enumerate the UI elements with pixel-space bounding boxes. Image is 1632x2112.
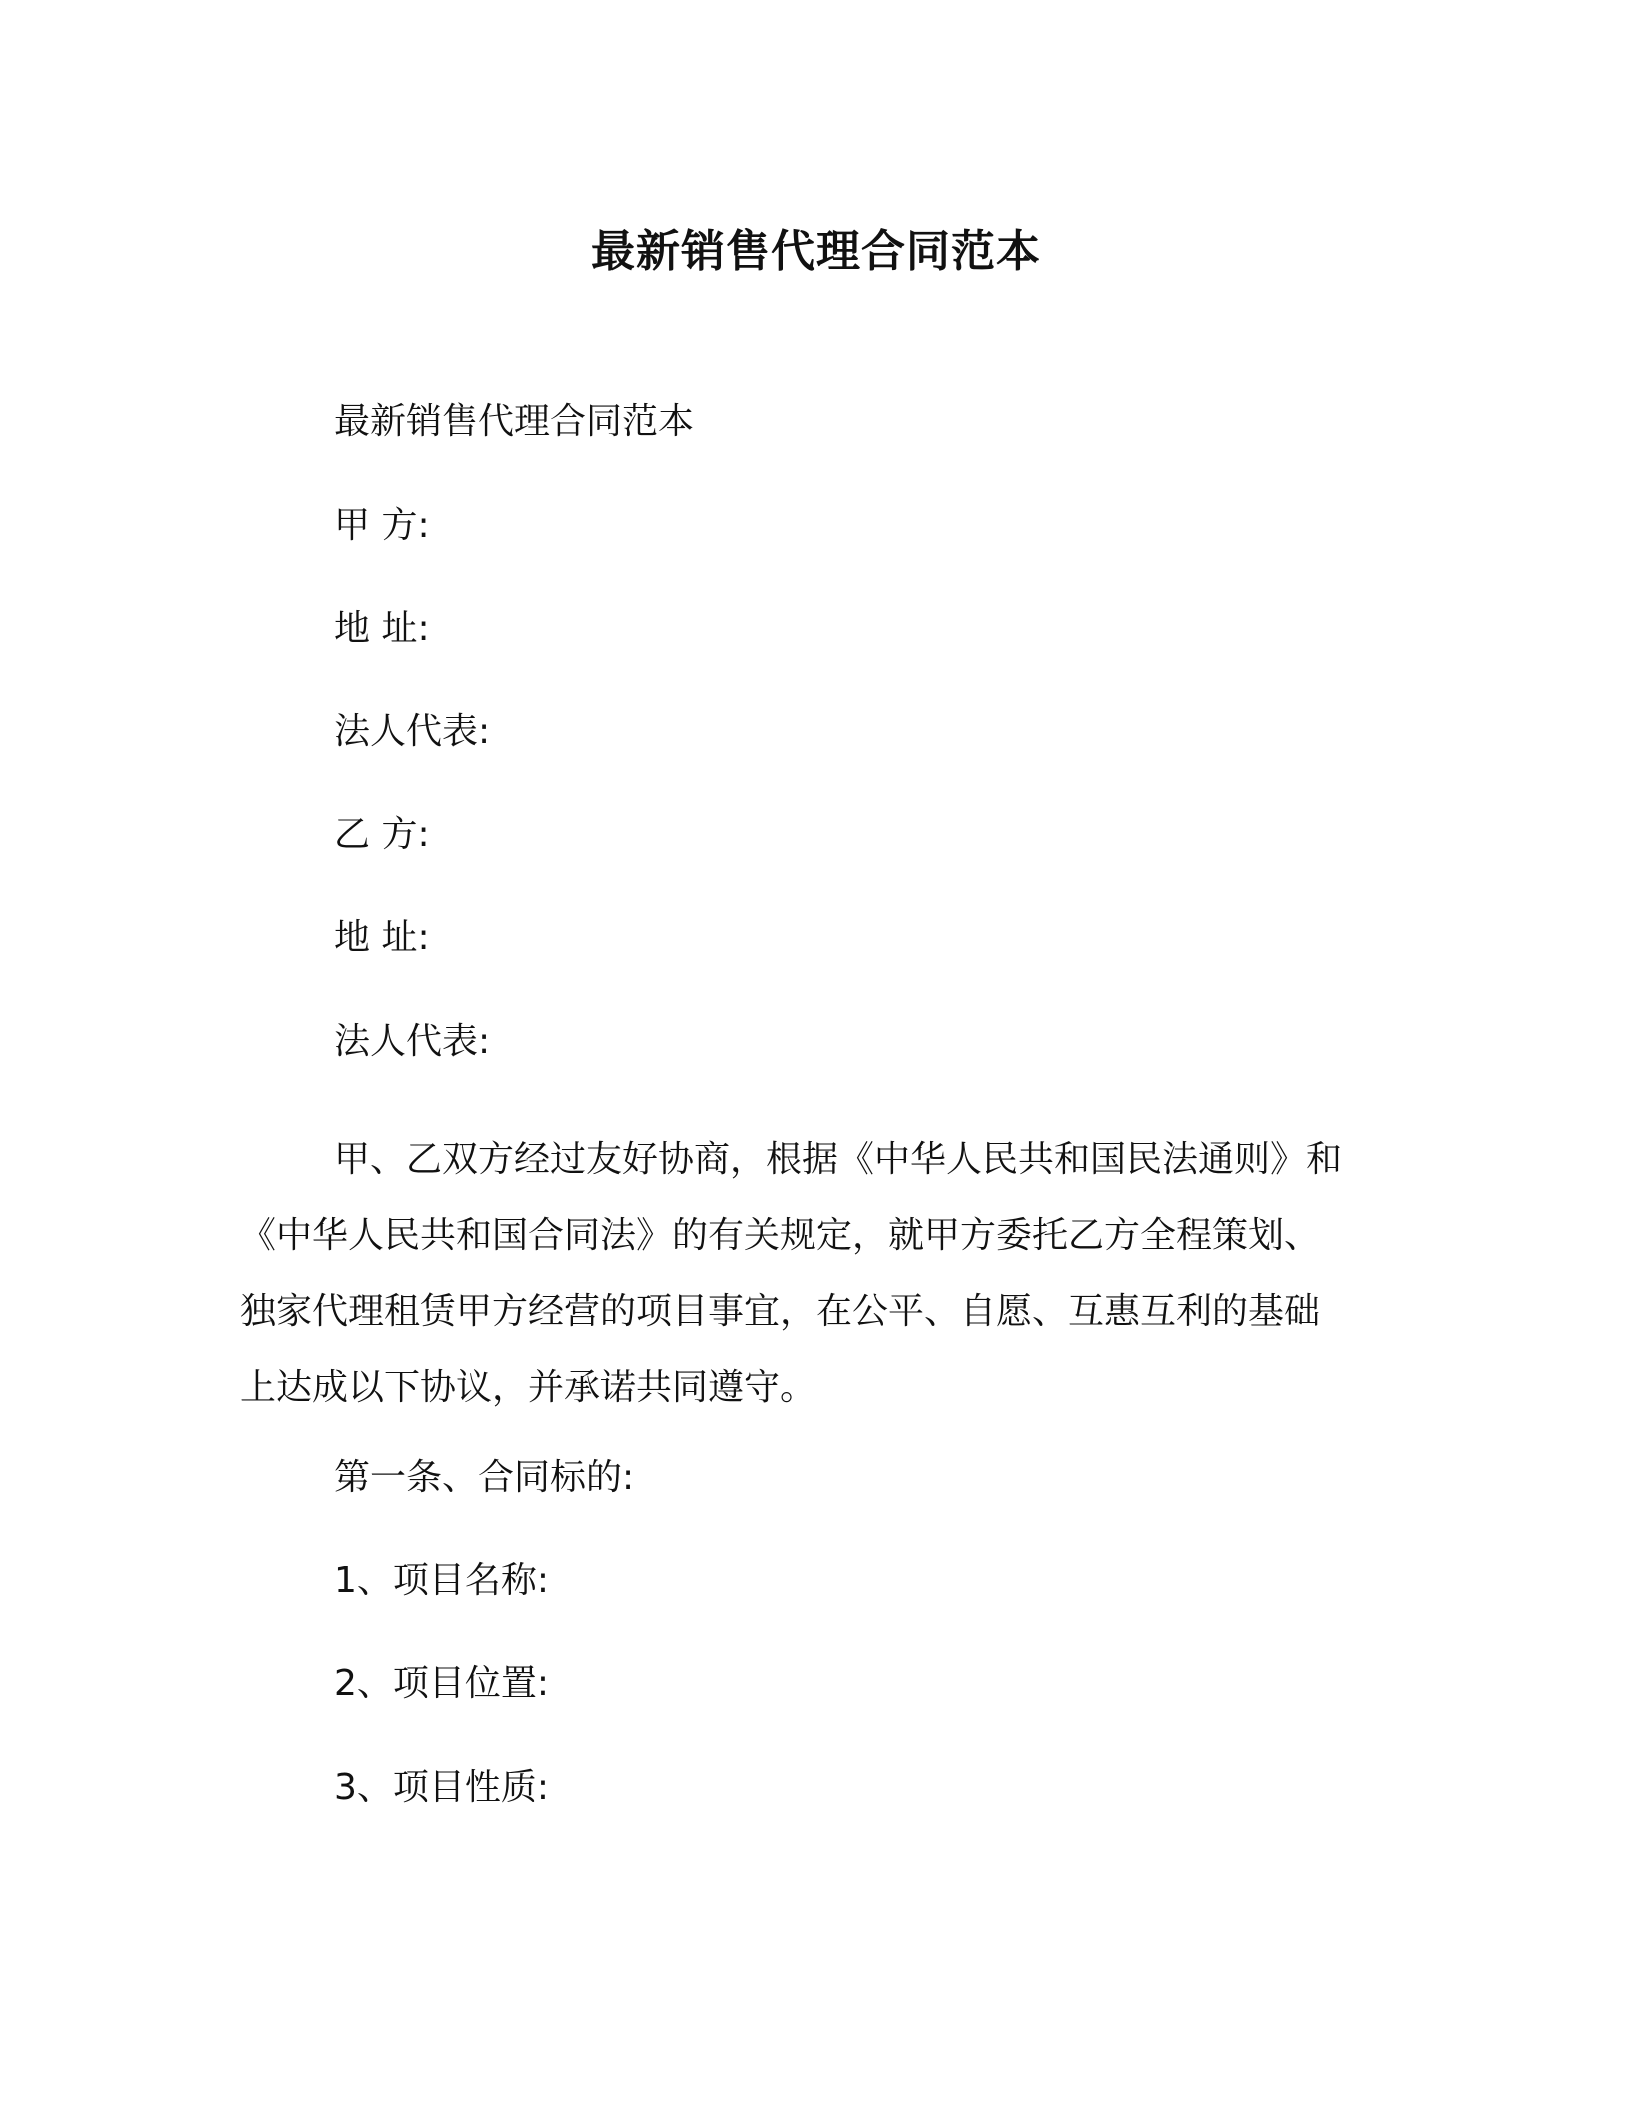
party-b-label: 乙 方: <box>334 814 430 855</box>
item-project-nature: 3、项目性质: <box>334 1767 550 1808</box>
intro-paragraph <box>240 1122 1390 1426</box>
intro-line: 上达成以下协议，并承诺共同遵守。 <box>240 1367 817 1408</box>
party-b-representative-label: 法人代表: <box>334 1021 491 1062</box>
item-project-location: 2、项目位置: <box>334 1663 550 1704</box>
intro-line: 《中华人民共和国合同法》的有关规定，就甲方委托乙方全程策划、 <box>240 1215 1321 1256</box>
intro-line: 甲、乙双方经过友好协商，根据《中华人民共和国民法通则》和 <box>334 1139 1343 1180</box>
document-title: 最新销售代理合同范本 <box>591 226 1041 277</box>
party-a-representative-label: 法人代表: <box>334 711 491 752</box>
subtitle-line: 最新销售代理合同范本 <box>334 401 695 442</box>
intro-line: 独家代理租赁甲方经营的项目事宜，在公平、自愿、互惠互利的基础 <box>240 1291 1321 1332</box>
party-b-address-label: 地 址: <box>334 917 430 958</box>
party-a-label: 甲 方: <box>334 505 430 546</box>
article-1-heading: 第一条、合同标的: <box>334 1457 635 1498</box>
item-project-name: 1、项目名称: <box>334 1560 550 1601</box>
party-a-address-label: 地 址: <box>334 608 430 649</box>
